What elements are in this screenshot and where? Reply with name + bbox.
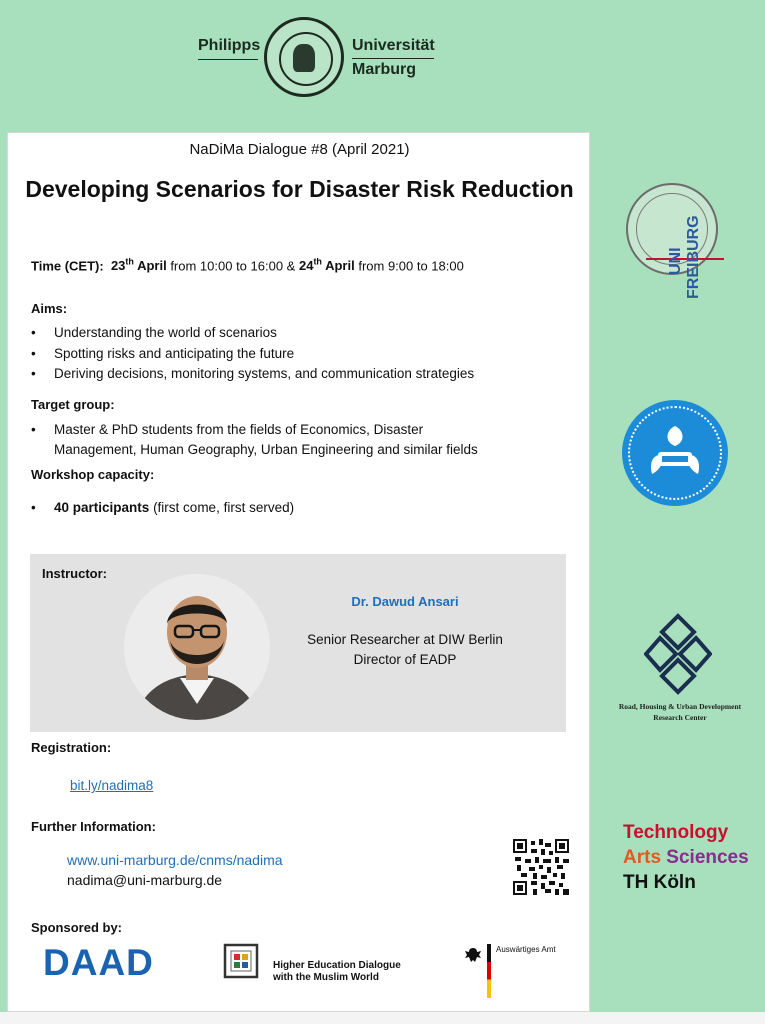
day2-month: April [325, 258, 355, 274]
target-item [31, 420, 478, 460]
hed-line-2: with the Muslim World [273, 972, 379, 983]
th-koln-logo [623, 820, 749, 895]
day2-number: 24 [298, 258, 314, 274]
header-banner [0, 0, 765, 132]
day1-suffix: th [125, 257, 134, 267]
time-label: Time (CET): [31, 258, 104, 274]
logo-rule [352, 58, 434, 59]
registration-heading: Registration: [31, 740, 112, 755]
university-of-tehran-logo [622, 400, 728, 506]
german-flag-bar [487, 944, 491, 998]
logo-word-philipps: Philipps [198, 37, 261, 54]
auswaertiges-amt-label: Auswärtiges Amt [496, 945, 556, 954]
day1-number: 23 [110, 258, 126, 274]
aim-item: • Understanding the world of scenarios [31, 323, 277, 342]
capacity-heading: Workshop capacity: [31, 467, 155, 482]
instructor-photo [124, 574, 270, 720]
contact-email[interactable]: nadima@uni-marburg.de [67, 872, 223, 888]
th-sciences: Sciences [666, 847, 749, 868]
event-subtitle: NaDiMa Dialogue #8 (April 2021) [189, 141, 410, 158]
target-line-1: Master & PhD students from the fields of Economics, Disaster [54, 422, 424, 437]
logo-rule [198, 59, 258, 60]
road-housing-center-logo [644, 612, 712, 696]
hed-logo-icon [221, 941, 261, 981]
day1-range: from 10:00 to 16:00 & [170, 258, 296, 274]
event-title: Developing Scenarios for Disaster Risk Reduction [25, 176, 574, 202]
logo-word-universitat: Universität [352, 37, 435, 54]
uni-word: UNI [667, 247, 684, 275]
capacity-count: 40 participants [54, 500, 150, 515]
th-line-koln: TH Köln [623, 872, 696, 893]
website-link[interactable]: www.uni-marburg.de/cnms/nadima [67, 852, 283, 868]
instructor-role-1: Senior Researcher at DIW Berlin [307, 632, 503, 647]
qr-code [513, 839, 569, 895]
aim-item: • Deriving decisions, monitoring systems, and communication strategies [31, 364, 474, 383]
target-line-2: Management, Human Geography, Urban Engineering and similar fields [54, 442, 478, 457]
th-line-technology: Technology [623, 822, 729, 843]
federal-eagle-icon [463, 946, 483, 966]
capacity-item [31, 498, 294, 517]
target-heading: Target group: [31, 397, 115, 412]
freiburg-word: FREIBURG [685, 215, 702, 299]
day2-suffix: th [313, 257, 322, 267]
marburg-seal-logo [264, 17, 344, 97]
instructor-role-2: Director of EADP [353, 652, 457, 667]
aim-item: • Spotting risks and anticipating the future [31, 344, 294, 363]
th-arts: Arts [623, 847, 662, 868]
logo-word-marburg: Marburg [352, 61, 416, 78]
aims-heading: Aims: [31, 301, 68, 316]
instructor-panel [30, 554, 566, 732]
event-time [31, 257, 464, 273]
instructor-name: Dr. Dawud Ansari [351, 594, 459, 609]
bottom-strip [0, 1012, 765, 1024]
registration-link[interactable]: bit.ly/nadima8 [70, 778, 154, 793]
hed-line-1: Higher Education Dialogue [273, 960, 401, 971]
sponsors-heading: Sponsored by: [31, 920, 123, 935]
day1-month: April [137, 258, 167, 274]
flyer-card [7, 132, 590, 1012]
road-housing-center-label: Road, Housing & Urban Development Research Center [618, 702, 742, 722]
day2-range: from 9:00 to 18:00 [358, 258, 464, 274]
th-line-arts-sciences [623, 845, 749, 870]
further-info-heading: Further Information: [31, 819, 156, 834]
capacity-note: (first come, first served) [153, 500, 295, 515]
instructor-heading: Instructor: [42, 566, 107, 581]
daad-logo: DAAD [43, 942, 154, 983]
